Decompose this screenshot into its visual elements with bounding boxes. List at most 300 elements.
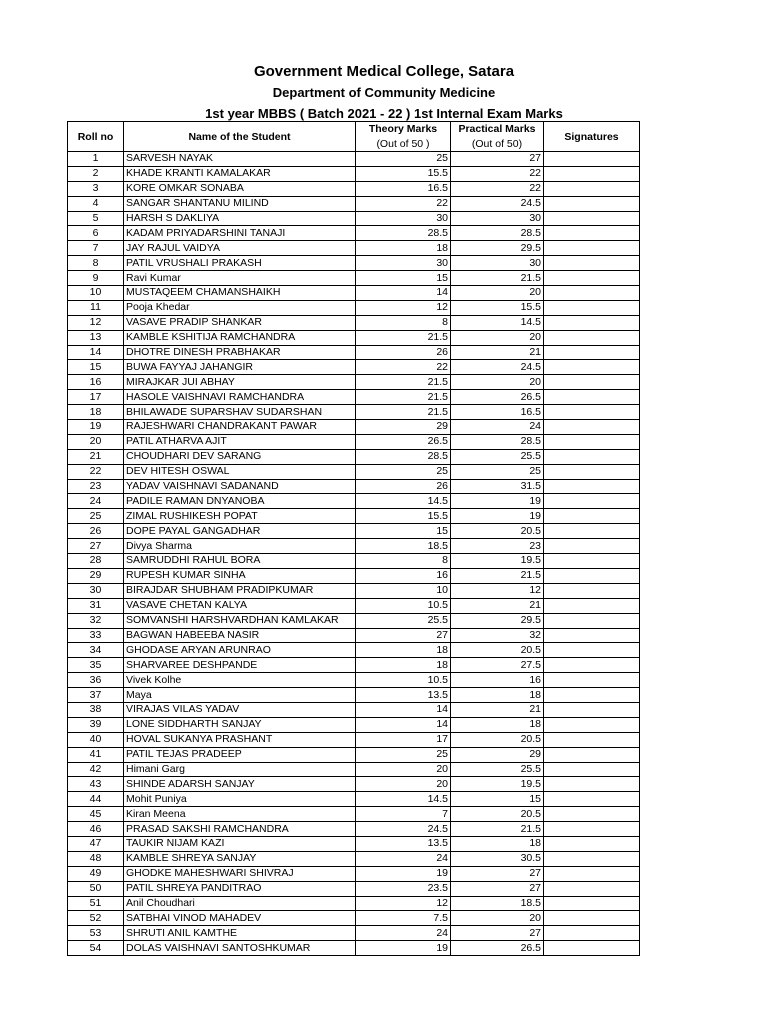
- roll-no-cell: 32: [68, 613, 124, 628]
- roll-no-cell: 15: [68, 360, 124, 375]
- table-row: [68, 271, 640, 286]
- practical-marks-cell: 22: [451, 166, 544, 181]
- practical-marks-cell: 18: [451, 717, 544, 732]
- theory-marks-cell: 25.5: [356, 613, 451, 628]
- roll-no-cell: 2: [68, 166, 124, 181]
- roll-no-cell: 26: [68, 524, 124, 539]
- roll-no-cell: 35: [68, 658, 124, 673]
- practical-marks-cell: 20: [451, 375, 544, 390]
- roll-no-cell: 6: [68, 226, 124, 241]
- theory-marks-cell: 29: [356, 420, 451, 435]
- signature-cell: [544, 717, 640, 732]
- theory-marks-cell: 14.5: [356, 792, 451, 807]
- roll-no-cell: 52: [68, 911, 124, 926]
- theory-marks-cell: 17: [356, 732, 451, 747]
- roll-no-cell: 24: [68, 494, 124, 509]
- practical-marks-cell: 16.5: [451, 405, 544, 420]
- theory-marks-cell: 18.5: [356, 539, 451, 554]
- practical-marks-cell: 18: [451, 688, 544, 703]
- table-row: [68, 345, 640, 360]
- theory-marks-cell: 15.5: [356, 166, 451, 181]
- student-name-cell: VASAVE CHETAN KALYA: [124, 598, 356, 613]
- table-row: [68, 241, 640, 256]
- signature-cell: [544, 866, 640, 881]
- table-row: [68, 792, 640, 807]
- roll-no-cell: 29: [68, 568, 124, 583]
- roll-no-cell: 39: [68, 717, 124, 732]
- signature-cell: [544, 881, 640, 896]
- table-row: [68, 509, 640, 524]
- theory-marks-cell: 8: [356, 554, 451, 569]
- student-name-cell: Ravi Kumar: [124, 271, 356, 286]
- signature-cell: [544, 732, 640, 747]
- practical-marks-cell: 21.5: [451, 568, 544, 583]
- practical-marks-cell: 12: [451, 583, 544, 598]
- table-row: [68, 762, 640, 777]
- signature-cell: [544, 196, 640, 211]
- student-name-cell: KORE OMKAR SONABA: [124, 181, 356, 196]
- student-name-cell: CHOUDHARI DEV SARANG: [124, 449, 356, 464]
- theory-marks-cell: 21.5: [356, 330, 451, 345]
- header-theory-out-of: (Out of 50 ): [356, 136, 451, 152]
- signature-cell: [544, 256, 640, 271]
- table-row: [68, 420, 640, 435]
- table-row: [68, 226, 640, 241]
- table-row: [68, 688, 640, 703]
- theory-marks-cell: 26.5: [356, 434, 451, 449]
- theory-marks-cell: 18: [356, 643, 451, 658]
- student-name-cell: HASOLE VAISHNAVI RAMCHANDRA: [124, 390, 356, 405]
- student-name-cell: Anil Choudhari: [124, 896, 356, 911]
- theory-marks-cell: 14: [356, 717, 451, 732]
- theory-marks-cell: 18: [356, 658, 451, 673]
- table-row: [68, 390, 640, 405]
- student-name-cell: SATBHAI VINOD MAHADEV: [124, 911, 356, 926]
- student-name-cell: HOVAL SUKANYA PRASHANT: [124, 732, 356, 747]
- roll-no-cell: 10: [68, 286, 124, 301]
- table-row: [68, 181, 640, 196]
- student-name-cell: Kiran Meena: [124, 807, 356, 822]
- roll-no-cell: 23: [68, 479, 124, 494]
- signature-cell: [544, 211, 640, 226]
- roll-no-cell: 1: [68, 152, 124, 167]
- theory-marks-cell: 10.5: [356, 673, 451, 688]
- practical-marks-cell: 26.5: [451, 941, 544, 956]
- roll-no-cell: 5: [68, 211, 124, 226]
- signature-cell: [544, 375, 640, 390]
- student-name-cell: DEV HITESH OSWAL: [124, 464, 356, 479]
- table-row: [68, 807, 640, 822]
- signature-cell: [544, 241, 640, 256]
- practical-marks-cell: 29: [451, 747, 544, 762]
- signature-cell: [544, 688, 640, 703]
- student-name-cell: SOMVANSHI HARSHVARDHAN KAMLAKAR: [124, 613, 356, 628]
- roll-no-cell: 8: [68, 256, 124, 271]
- table-row: [68, 911, 640, 926]
- signature-cell: [544, 598, 640, 613]
- practical-marks-cell: 27: [451, 926, 544, 941]
- roll-no-cell: 25: [68, 509, 124, 524]
- student-name-cell: RAJESHWARI CHANDRAKANT PAWAR: [124, 420, 356, 435]
- signature-cell: [544, 524, 640, 539]
- roll-no-cell: 48: [68, 851, 124, 866]
- table-row: [68, 434, 640, 449]
- theory-marks-cell: 15.5: [356, 509, 451, 524]
- theory-marks-cell: 24: [356, 926, 451, 941]
- roll-no-cell: 28: [68, 554, 124, 569]
- table-row: [68, 330, 640, 345]
- table-row: [68, 554, 640, 569]
- table-row: [68, 896, 640, 911]
- student-name-cell: DOLAS VAISHNAVI SANTOSHKUMAR: [124, 941, 356, 956]
- theory-marks-cell: 16: [356, 568, 451, 583]
- theory-marks-cell: 28.5: [356, 449, 451, 464]
- table-row: [68, 405, 640, 420]
- practical-marks-cell: 30: [451, 256, 544, 271]
- practical-marks-cell: 30: [451, 211, 544, 226]
- roll-no-cell: 45: [68, 807, 124, 822]
- roll-no-cell: 47: [68, 836, 124, 851]
- theory-marks-cell: 27: [356, 628, 451, 643]
- table-row: [68, 539, 640, 554]
- roll-no-cell: 53: [68, 926, 124, 941]
- theory-marks-cell: 30: [356, 256, 451, 271]
- roll-no-cell: 37: [68, 688, 124, 703]
- signature-cell: [544, 836, 640, 851]
- roll-no-cell: 54: [68, 941, 124, 956]
- theory-marks-cell: 7.5: [356, 911, 451, 926]
- student-name-cell: PATIL TEJAS PRADEEP: [124, 747, 356, 762]
- header-signatures: Signatures: [544, 122, 640, 152]
- roll-no-cell: 42: [68, 762, 124, 777]
- student-name-cell: PATIL VRUSHALI PRAKASH: [124, 256, 356, 271]
- theory-marks-cell: 20: [356, 762, 451, 777]
- roll-no-cell: 19: [68, 420, 124, 435]
- practical-marks-cell: 19: [451, 509, 544, 524]
- signature-cell: [544, 405, 640, 420]
- table-row: [68, 196, 640, 211]
- practical-marks-cell: 32: [451, 628, 544, 643]
- theory-marks-cell: 12: [356, 896, 451, 911]
- header-practical-out-of: (Out of 50): [451, 136, 544, 152]
- marks-table-body: [68, 152, 640, 956]
- signature-cell: [544, 152, 640, 167]
- roll-no-cell: 49: [68, 866, 124, 881]
- theory-marks-cell: 30: [356, 211, 451, 226]
- table-row: [68, 375, 640, 390]
- theory-marks-cell: 10: [356, 583, 451, 598]
- student-name-cell: Divya Sharma: [124, 539, 356, 554]
- theory-marks-cell: 24: [356, 851, 451, 866]
- practical-marks-cell: 28.5: [451, 434, 544, 449]
- student-name-cell: DOPE PAYAL GANGADHAR: [124, 524, 356, 539]
- table-row: [68, 941, 640, 956]
- signature-cell: [544, 539, 640, 554]
- table-row: [68, 777, 640, 792]
- table-row: [68, 256, 640, 271]
- theory-marks-cell: 14: [356, 286, 451, 301]
- theory-marks-cell: 15: [356, 524, 451, 539]
- signature-cell: [544, 807, 640, 822]
- student-name-cell: KHADE KRANTI KAMALAKAR: [124, 166, 356, 181]
- roll-no-cell: 46: [68, 822, 124, 837]
- student-name-cell: HARSH S DAKLIYA: [124, 211, 356, 226]
- marks-table: [67, 121, 640, 956]
- table-row: [68, 598, 640, 613]
- student-name-cell: PRASAD SAKSHI RAMCHANDRA: [124, 822, 356, 837]
- practical-marks-cell: 19: [451, 494, 544, 509]
- practical-marks-cell: 21.5: [451, 822, 544, 837]
- student-name-cell: MIRAJKAR JUI ABHAY: [124, 375, 356, 390]
- signature-cell: [544, 896, 640, 911]
- roll-no-cell: 18: [68, 405, 124, 420]
- student-name-cell: SAMRUDDHI RAHUL BORA: [124, 554, 356, 569]
- exam-title: 1st year MBBS ( Batch 2021 - 22 ) 1st Internal Exam Marks: [205, 106, 563, 121]
- practical-marks-cell: 30.5: [451, 851, 544, 866]
- student-name-cell: TAUKIR NIJAM KAZI: [124, 836, 356, 851]
- practical-marks-cell: 22: [451, 181, 544, 196]
- student-name-cell: Vivek Kolhe: [124, 673, 356, 688]
- student-name-cell: BHILAWADE SUPARSHAV SUDARSHAN: [124, 405, 356, 420]
- theory-marks-cell: 21.5: [356, 405, 451, 420]
- table-row: [68, 315, 640, 330]
- practical-marks-cell: 29.5: [451, 241, 544, 256]
- table-row: [68, 836, 640, 851]
- signature-cell: [544, 613, 640, 628]
- practical-marks-cell: 18.5: [451, 896, 544, 911]
- student-name-cell: SARVESH NAYAK: [124, 152, 356, 167]
- practical-marks-cell: 20.5: [451, 643, 544, 658]
- signature-cell: [544, 181, 640, 196]
- theory-marks-cell: 24.5: [356, 822, 451, 837]
- roll-no-cell: 13: [68, 330, 124, 345]
- signature-cell: [544, 822, 640, 837]
- table-row: [68, 152, 640, 167]
- signature-cell: [544, 568, 640, 583]
- practical-marks-cell: 25.5: [451, 762, 544, 777]
- table-row: [68, 851, 640, 866]
- practical-marks-cell: 21: [451, 345, 544, 360]
- table-row: [68, 643, 640, 658]
- theory-marks-cell: 16.5: [356, 181, 451, 196]
- signature-cell: [544, 673, 640, 688]
- signature-cell: [544, 851, 640, 866]
- table-row: [68, 881, 640, 896]
- signature-cell: [544, 360, 640, 375]
- theory-marks-cell: 7: [356, 807, 451, 822]
- table-row: [68, 360, 640, 375]
- theory-marks-cell: 28.5: [356, 226, 451, 241]
- theory-marks-cell: 15: [356, 271, 451, 286]
- practical-marks-cell: 20: [451, 330, 544, 345]
- practical-marks-cell: 21: [451, 702, 544, 717]
- student-name-cell: KAMBLE SHREYA SANJAY: [124, 851, 356, 866]
- theory-marks-cell: 22: [356, 360, 451, 375]
- roll-no-cell: 17: [68, 390, 124, 405]
- student-name-cell: Pooja Khedar: [124, 300, 356, 315]
- roll-no-cell: 43: [68, 777, 124, 792]
- roll-no-cell: 34: [68, 643, 124, 658]
- theory-marks-cell: 26: [356, 479, 451, 494]
- student-name-cell: SANGAR SHANTANU MILIND: [124, 196, 356, 211]
- practical-marks-cell: 20.5: [451, 524, 544, 539]
- theory-marks-cell: 26: [356, 345, 451, 360]
- theory-marks-cell: 10.5: [356, 598, 451, 613]
- signature-cell: [544, 449, 640, 464]
- signature-cell: [544, 777, 640, 792]
- roll-no-cell: 21: [68, 449, 124, 464]
- signature-cell: [544, 911, 640, 926]
- signature-cell: [544, 271, 640, 286]
- roll-no-cell: 11: [68, 300, 124, 315]
- student-name-cell: BAGWAN HABEEBA NASIR: [124, 628, 356, 643]
- header-student-name: Name of the Student: [124, 122, 356, 152]
- table-row: [68, 613, 640, 628]
- table-row: [68, 524, 640, 539]
- roll-no-cell: 3: [68, 181, 124, 196]
- table-row: [68, 702, 640, 717]
- practical-marks-cell: 24.5: [451, 196, 544, 211]
- signature-cell: [544, 315, 640, 330]
- practical-marks-cell: 14.5: [451, 315, 544, 330]
- student-name-cell: KAMBLE KSHITIJA RAMCHANDRA: [124, 330, 356, 345]
- roll-no-cell: 38: [68, 702, 124, 717]
- roll-no-cell: 27: [68, 539, 124, 554]
- signature-cell: [544, 702, 640, 717]
- theory-marks-cell: 19: [356, 941, 451, 956]
- signature-cell: [544, 792, 640, 807]
- student-name-cell: PATIL ATHARVA AJIT: [124, 434, 356, 449]
- roll-no-cell: 4: [68, 196, 124, 211]
- table-row: [68, 583, 640, 598]
- signature-cell: [544, 747, 640, 762]
- table-row: [68, 449, 640, 464]
- signature-cell: [544, 345, 640, 360]
- table-row: [68, 747, 640, 762]
- student-name-cell: LONE SIDDHARTH SANJAY: [124, 717, 356, 732]
- student-name-cell: VASAVE PRADIP SHANKAR: [124, 315, 356, 330]
- table-row: [68, 568, 640, 583]
- practical-marks-cell: 23: [451, 539, 544, 554]
- signature-cell: [544, 628, 640, 643]
- table-row: [68, 464, 640, 479]
- roll-no-cell: 51: [68, 896, 124, 911]
- signature-cell: [544, 554, 640, 569]
- signature-cell: [544, 330, 640, 345]
- roll-no-cell: 16: [68, 375, 124, 390]
- practical-marks-cell: 21.5: [451, 271, 544, 286]
- signature-cell: [544, 941, 640, 956]
- table-row: [68, 166, 640, 181]
- theory-marks-cell: 13.5: [356, 688, 451, 703]
- student-name-cell: KADAM PRIYADARSHINI TANAJI: [124, 226, 356, 241]
- theory-marks-cell: 23.5: [356, 881, 451, 896]
- table-row: [68, 300, 640, 315]
- roll-no-cell: 36: [68, 673, 124, 688]
- student-name-cell: Maya: [124, 688, 356, 703]
- signature-cell: [544, 464, 640, 479]
- theory-marks-cell: 21.5: [356, 375, 451, 390]
- practical-marks-cell: 31.5: [451, 479, 544, 494]
- signature-cell: [544, 762, 640, 777]
- roll-no-cell: 22: [68, 464, 124, 479]
- signature-cell: [544, 166, 640, 181]
- roll-no-cell: 20: [68, 434, 124, 449]
- practical-marks-cell: 24.5: [451, 360, 544, 375]
- student-name-cell: PADILE RAMAN DNYANOBA: [124, 494, 356, 509]
- practical-marks-cell: 20: [451, 286, 544, 301]
- practical-marks-cell: 25: [451, 464, 544, 479]
- practical-marks-cell: 29.5: [451, 613, 544, 628]
- signature-cell: [544, 479, 640, 494]
- header-roll-no: Roll no: [68, 122, 124, 152]
- department-title: Department of Community Medicine: [272, 85, 496, 100]
- student-name-cell: Mohit Puniya: [124, 792, 356, 807]
- theory-marks-cell: 21.5: [356, 390, 451, 405]
- practical-marks-cell: 21: [451, 598, 544, 613]
- roll-no-cell: 7: [68, 241, 124, 256]
- table-row: [68, 479, 640, 494]
- practical-marks-cell: 18: [451, 836, 544, 851]
- signature-cell: [544, 926, 640, 941]
- signature-cell: [544, 390, 640, 405]
- college-title: Government Medical College, Satara: [253, 63, 515, 80]
- theory-marks-cell: 20: [356, 777, 451, 792]
- theory-marks-cell: 25: [356, 747, 451, 762]
- student-name-cell: GHODKE MAHESHWARI SHIVRAJ: [124, 866, 356, 881]
- roll-no-cell: 14: [68, 345, 124, 360]
- student-name-cell: BIRAJDAR SHUBHAM PRADIPKUMAR: [124, 583, 356, 598]
- table-row: [68, 926, 640, 941]
- practical-marks-cell: 15: [451, 792, 544, 807]
- student-name-cell: DHOTRE DINESH PRABHAKAR: [124, 345, 356, 360]
- signature-cell: [544, 286, 640, 301]
- signature-cell: [544, 300, 640, 315]
- practical-marks-cell: 27: [451, 152, 544, 167]
- signature-cell: [544, 643, 640, 658]
- student-name-cell: MUSTAQEEM CHAMANSHAIKH: [124, 286, 356, 301]
- theory-marks-cell: 13.5: [356, 836, 451, 851]
- table-row: [68, 673, 640, 688]
- practical-marks-cell: 28.5: [451, 226, 544, 241]
- practical-marks-cell: 24: [451, 420, 544, 435]
- theory-marks-cell: 25: [356, 464, 451, 479]
- signature-cell: [544, 583, 640, 598]
- theory-marks-cell: 14.5: [356, 494, 451, 509]
- table-row: [68, 211, 640, 226]
- table-row: [68, 658, 640, 673]
- roll-no-cell: 31: [68, 598, 124, 613]
- signature-cell: [544, 434, 640, 449]
- table-row: [68, 717, 640, 732]
- table-row: [68, 866, 640, 881]
- table-row: [68, 286, 640, 301]
- practical-marks-cell: 20: [451, 911, 544, 926]
- table-row: [68, 628, 640, 643]
- header-theory-marks: Theory Marks: [356, 122, 451, 137]
- roll-no-cell: 33: [68, 628, 124, 643]
- theory-marks-cell: 19: [356, 866, 451, 881]
- signature-cell: [544, 494, 640, 509]
- table-row: [68, 822, 640, 837]
- roll-no-cell: 30: [68, 583, 124, 598]
- student-name-cell: BUWA FAYYAJ JAHANGIR: [124, 360, 356, 375]
- roll-no-cell: 50: [68, 881, 124, 896]
- roll-no-cell: 40: [68, 732, 124, 747]
- student-name-cell: SHARVAREE DESHPANDE: [124, 658, 356, 673]
- roll-no-cell: 44: [68, 792, 124, 807]
- student-name-cell: SHINDE ADARSH SANJAY: [124, 777, 356, 792]
